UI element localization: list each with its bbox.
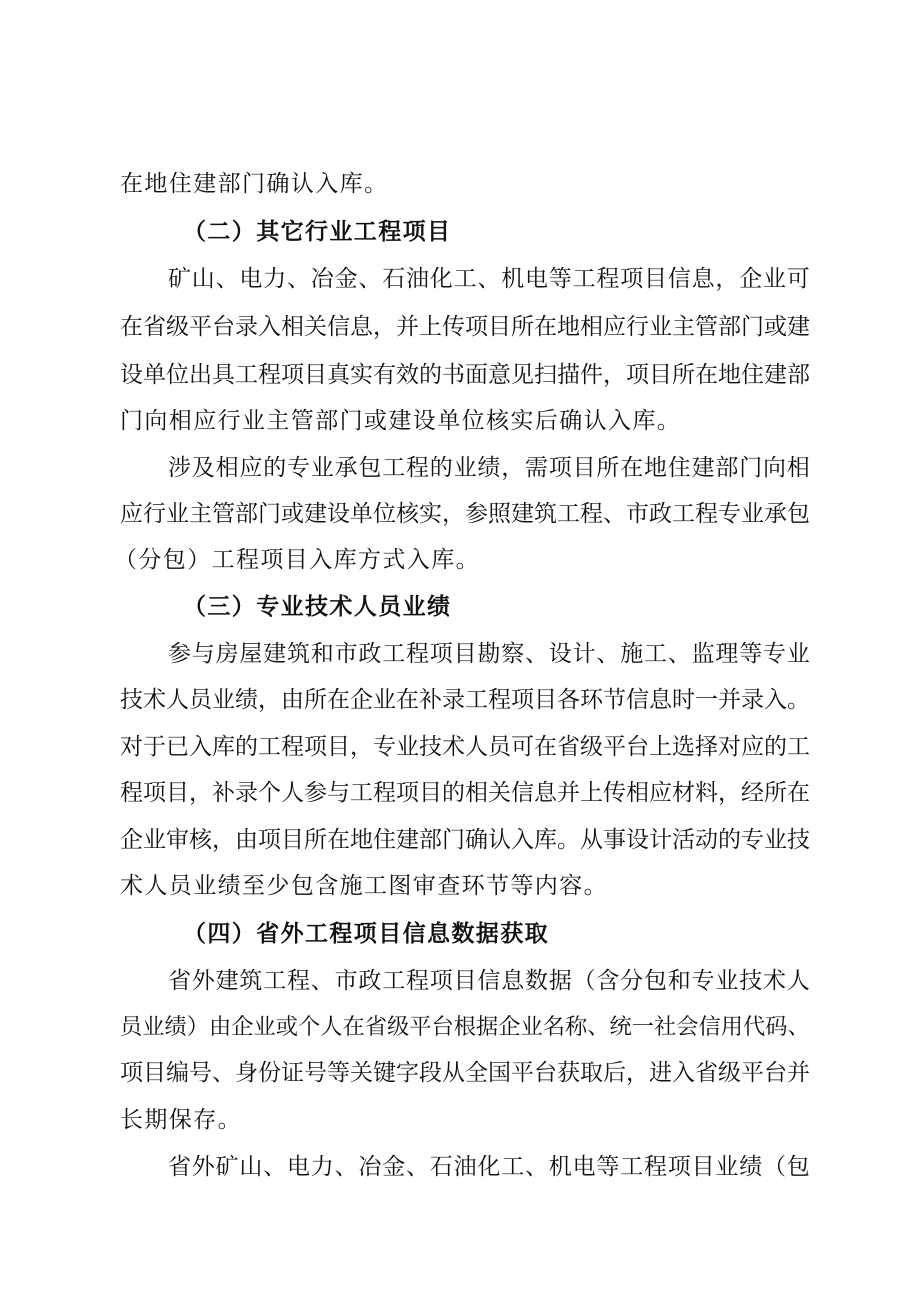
paragraph-line: 项目编号、身份证号等关键字段从全国平台获取后，进入省级平台并 <box>120 1060 810 1086</box>
paragraph-line: 设单位出具工程项目真实有效的书面意见扫描件，项目所在地住建部 <box>120 362 810 388</box>
paragraph-line: 程项目，补录个人参与工程项目的相关信息并上传相应材料，经所在 <box>120 780 810 806</box>
paragraph-line: 省外矿山、电力、冶金、石油化工、机电等工程项目业绩（包 <box>168 1154 811 1180</box>
paragraph-line: 门向相应行业主管部门或建设单位核实后确认入库。 <box>120 408 682 434</box>
paragraph-line: 技术人员业绩，由所在企业在补录工程项目各环节信息时一并录入。 <box>120 687 810 713</box>
paragraph-line: 对于已入库的工程项目，专业技术人员可在省级平台上选择对应的工 <box>120 734 810 760</box>
paragraph-line: 矿山、电力、冶金、石油化工、机电等工程项目信息，企业可 <box>168 266 811 292</box>
paragraph-line: 术人员业绩至少包含施工图审查环节等内容。 <box>120 873 608 899</box>
paragraph-line: 长期保存。 <box>120 1107 242 1133</box>
paragraph-line: 应行业主管部门或建设单位核实，参照建筑工程、市政工程专业承包 <box>120 501 810 527</box>
paragraph-line: 员业绩）由企业或个人在省级平台根据企业名称、统一社会信用代码、 <box>120 1014 810 1040</box>
paragraph-line-continuation: 在地住建部门确认入库。 <box>120 171 389 197</box>
paragraph-line: （分包）工程项目入库方式入库。 <box>114 547 480 573</box>
section-heading-technical-personnel: （三）专业技术人员业绩 <box>183 593 452 620</box>
section-heading-out-of-province: （四）省外工程项目信息数据获取 <box>183 920 549 947</box>
paragraph-line: 涉及相应的专业承包工程的业绩，需项目所在地住建部门向相 <box>168 455 811 481</box>
section-heading-other-industries: （二）其它行业工程项目 <box>183 218 452 245</box>
paragraph-line: 参与房屋建筑和市政工程项目勘察、设计、施工、监理等专业 <box>168 641 811 667</box>
paragraph-line: 企业审核，由项目所在地住建部门确认入库。从事设计活动的专业技 <box>120 827 810 853</box>
paragraph-line: 省外建筑工程、市政工程项目信息数据（含分包和专业技术人 <box>168 968 811 994</box>
paragraph-line: 在省级平台录入相关信息，并上传项目所在地相应行业主管部门或建 <box>120 314 810 340</box>
